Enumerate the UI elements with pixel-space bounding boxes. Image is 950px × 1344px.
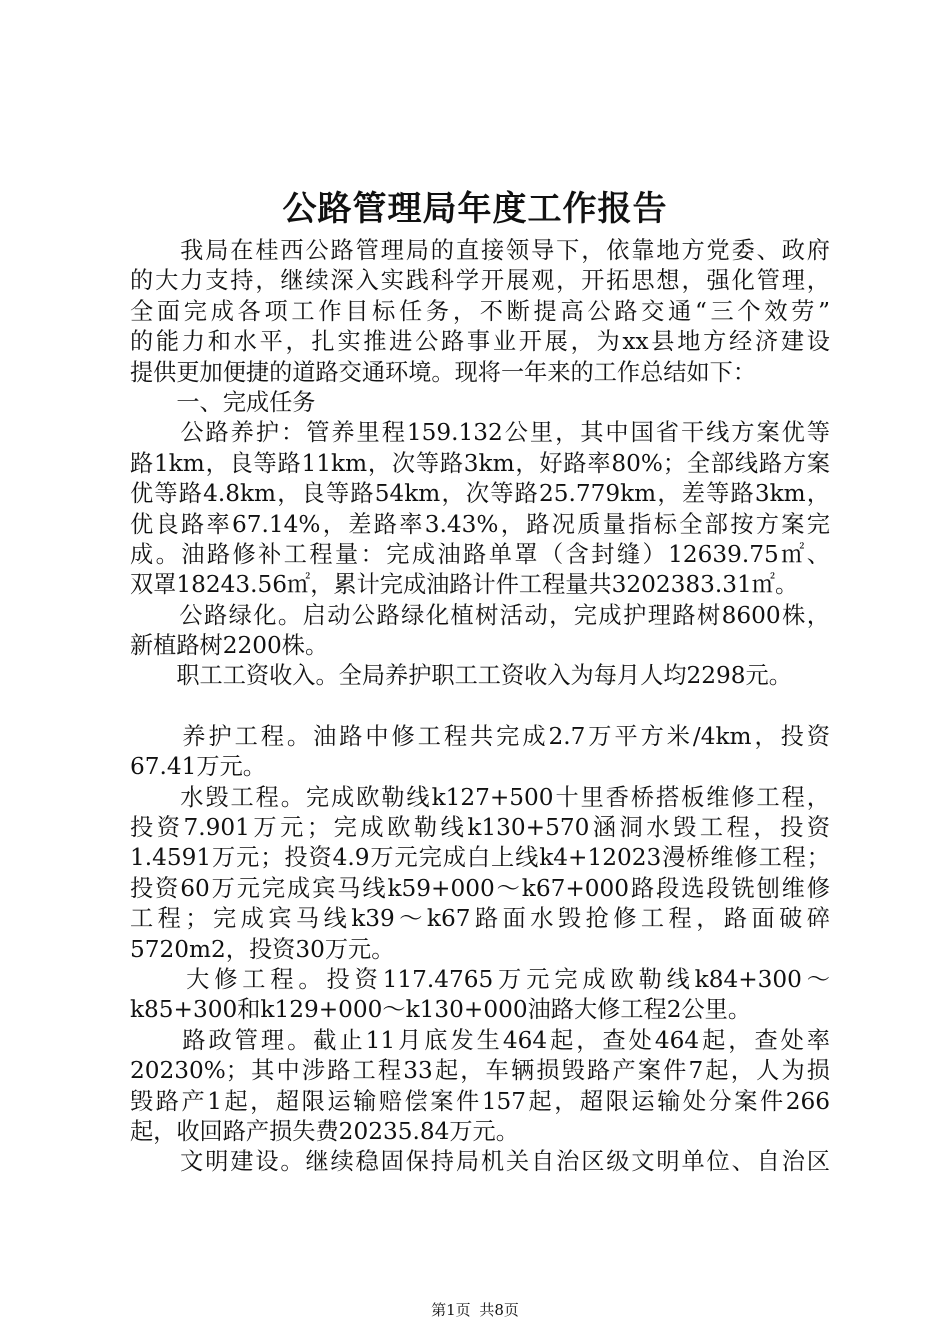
- text-line: 5720m2，投资30万元。: [130, 935, 395, 963]
- text-line: 公路绿化。启动公路绿化植树活动，完成护理路树8600株，: [130, 601, 830, 629]
- text-line: k85+300和k129+000～k130+000油路大修工程2公里。: [130, 996, 752, 1024]
- text-line: 全面完成各项工作目标任务，不断提高公路交通“三个效劳”: [130, 297, 830, 325]
- text-line: 20230%；其中涉路工程33起，车辆损毁路产案件7起，人为损: [130, 1057, 830, 1085]
- text-line: 优良路率67.14%，差路率3.43%，路况质量指标全部按方案完: [130, 510, 830, 538]
- text-line: 的能力和水平，扎实推进公路事业开展，为xx县地方经济建设: [130, 328, 830, 356]
- text-line: 投资7.901万元；完成欧勒线k130+570涵洞水毁工程，投资: [130, 814, 830, 842]
- text-line: 提供更加便捷的道路交通环境。现将一年来的工作总结如下：: [130, 358, 757, 386]
- text-line: 公路养护：管养里程159.132公里，其中国省干线方案优等: [130, 419, 830, 447]
- text-line: 一、完成任务: [130, 388, 316, 416]
- text-line: 起，收回路产损失费20235.84万元。: [130, 1117, 519, 1145]
- document-body: [130, 236, 830, 1178]
- document-title: 公路管理局年度工作报告: [282, 189, 668, 229]
- text-line: 工程；完成宾马线k39～k67路面水毁抢修工程，路面破碎: [130, 905, 830, 933]
- text-line: 优等路4.8km，良等路54km，次等路25.779km，差等路3km，: [130, 480, 830, 508]
- text-line: 毁路产1起，超限运输赔偿案件157起，超限运输处分案件266: [130, 1087, 830, 1115]
- blank-line: [130, 692, 830, 722]
- text-line: 文明建设。继续稳固保持局机关自治区级文明单位、自治区: [130, 1148, 830, 1176]
- page-footer: [0, 1300, 950, 1320]
- text-line: 双罩18243.56㎡，累计完成油路计件工程量共3202383.31㎡。: [130, 571, 799, 599]
- text-line: 67.41万元。: [130, 753, 266, 781]
- page-number: 第1页: [431, 1301, 471, 1319]
- text-line: 投资60万元完成宾马线k59+000～k67+000路段选段铣刨维修: [130, 874, 830, 902]
- text-line: 成。油路修补工程量：完成油路单罩（含封缝）12639.75㎡、: [130, 540, 830, 568]
- text-line: 水毁工程。完成欧勒线k127+500十里香桥搭板维修工程，: [130, 783, 830, 811]
- page-total: 共8页: [479, 1301, 519, 1319]
- text-line: 职工工资收入。全局养护职工工资收入为每月人均2298元。: [130, 662, 792, 690]
- text-line: 养护工程。油路中修工程共完成2.7万平方米/4km，投资: [130, 722, 830, 750]
- text-line: 我局在桂西公路管理局的直接领导下，依靠地方党委、政府: [130, 237, 830, 264]
- text-line: 路1km，良等路11km，次等路3km，好路率80%；全部线路方案: [130, 449, 830, 477]
- text-line: 新植路树2200株。: [130, 632, 329, 660]
- text-line: 大修工程。投资117.4765万元完成欧勒线k84+300～: [130, 965, 830, 993]
- text-line: 的大力支持，继续深入实践科学开展观，开拓思想，强化管理，: [130, 267, 830, 295]
- text-line: 1.4591万元；投资4.9万元完成白上线k4+12023漫桥维修工程；: [130, 844, 830, 872]
- text-line: 路政管理。截止11月底发生464起，查处464起，查处率: [130, 1026, 830, 1054]
